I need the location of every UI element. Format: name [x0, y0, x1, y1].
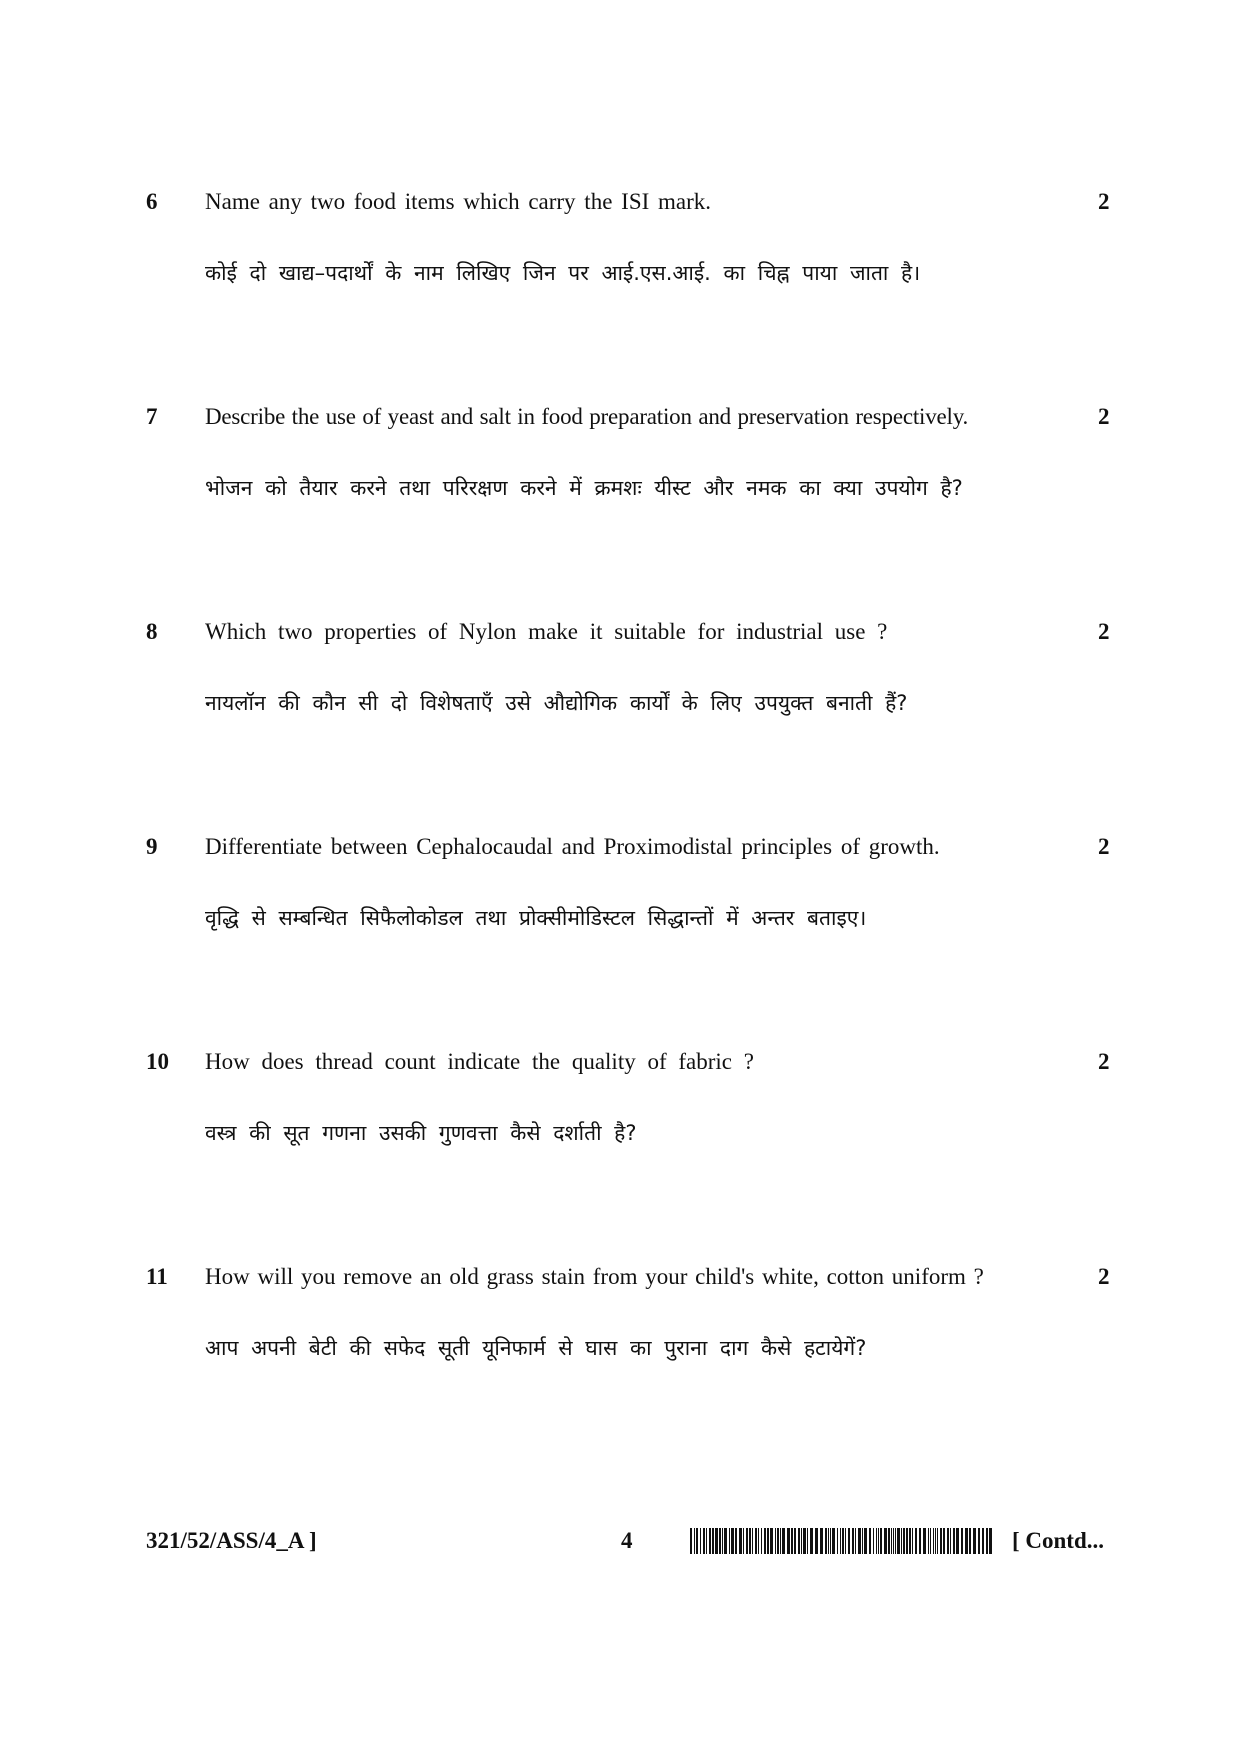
barcode-bar [909, 1528, 911, 1554]
barcode-bar [764, 1528, 766, 1554]
question-number: 11 [146, 1264, 168, 1289]
question-11 [0, 1263, 1241, 1383]
barcode-bar [709, 1528, 711, 1554]
barcode-bar [787, 1528, 790, 1554]
question-text-english: Describe the use of yeast and salt in food preparation and preservation respectively. [205, 404, 969, 429]
barcode-bar [930, 1528, 931, 1554]
barcode-bar [869, 1528, 871, 1554]
barcode-bar [943, 1528, 945, 1554]
question-text-english: How does thread count indicate the quality of fabric ? [205, 1049, 754, 1074]
question-marks: 2 [1098, 834, 1110, 859]
barcode-bar [919, 1528, 921, 1554]
question-number: 10 [146, 1049, 169, 1074]
barcode-bar [947, 1528, 949, 1554]
question-text-hindi: नायलॉन की कौन सी दो विशेषताएँ उसे औद्योगिक कार्यों के लिए उपयुक्त बनाती हैं? [205, 691, 908, 715]
barcode-bar [858, 1528, 861, 1554]
barcode-bar [937, 1528, 938, 1554]
question-text-hindi: वृद्धि से सम्बन्धित सिफैलोकोडल तथा प्रोक्सीमोडिस्टल सिद्धान्तों में अन्तर बताइए। [205, 906, 867, 930]
barcode-bar [810, 1528, 813, 1554]
barcode-bar [965, 1528, 968, 1554]
barcode-bar [712, 1528, 714, 1554]
barcode-bar [722, 1528, 723, 1554]
question-marks: 2 [1098, 1264, 1110, 1289]
barcode-bar [888, 1528, 890, 1554]
barcode-bar [735, 1528, 737, 1554]
question-text-hindi: भोजन को तैयार करने तथा परिरक्षण करने में क्रमशः यीस्ट और नमक का क्या उपयोग है? [205, 476, 963, 500]
barcode-bar [770, 1528, 773, 1554]
barcode-bar [775, 1528, 776, 1554]
barcode-bar [825, 1528, 827, 1554]
barcode-bar [848, 1528, 850, 1554]
barcode-bar [923, 1528, 926, 1554]
barcode-bar [794, 1528, 796, 1554]
barcode-bar [895, 1528, 896, 1554]
barcode-bar [845, 1528, 846, 1554]
barcode-bar [743, 1528, 744, 1554]
barcode-bar [731, 1528, 734, 1554]
barcode-bar [862, 1528, 863, 1554]
barcode-bar [777, 1528, 779, 1554]
barcode-bar [912, 1528, 913, 1554]
question-marks: 2 [1098, 1049, 1110, 1074]
barcode-bar [807, 1528, 808, 1554]
question-text-english: Differentiate between Cephalocaudal and Proximodistal principles of growth. [205, 834, 940, 859]
barcode-bar [791, 1528, 793, 1554]
barcode-bar [961, 1528, 963, 1554]
question-number: 6 [146, 189, 158, 214]
barcode-icon [690, 1528, 993, 1554]
barcode-bar [903, 1528, 905, 1554]
barcode-bar [873, 1528, 874, 1554]
barcode-bar [880, 1528, 882, 1554]
barcode-bar [755, 1528, 757, 1554]
question-text-hindi: कोई दो खाद्य–पदार्थों के नाम लिखिए जिन पर आई.एस.आई. का चिह्न पाया जाता है। [205, 261, 921, 285]
barcode-bar [982, 1528, 984, 1554]
question-number: 7 [146, 404, 158, 429]
barcode-bar [706, 1528, 707, 1554]
barcode-bar [973, 1528, 976, 1554]
barcode-bar [935, 1528, 936, 1554]
question-number: 8 [146, 619, 158, 644]
barcode-bar [828, 1528, 829, 1554]
barcode-bar [940, 1528, 942, 1554]
barcode-bar [906, 1528, 908, 1554]
page-footer [0, 1526, 1241, 1560]
question-marks: 2 [1098, 404, 1110, 429]
barcode-bar [815, 1528, 818, 1554]
barcode-bar [928, 1528, 929, 1554]
barcode-bar [840, 1528, 841, 1554]
barcode-bar [969, 1528, 971, 1554]
barcode-bar [798, 1528, 800, 1554]
barcode-bar [801, 1528, 802, 1554]
barcode-bar [893, 1528, 894, 1554]
barcode-bar [842, 1528, 844, 1554]
barcode-bar [978, 1528, 980, 1554]
barcode-bar [690, 1528, 692, 1554]
barcode-bar [719, 1528, 721, 1554]
barcode-bar [767, 1528, 769, 1554]
barcode-bar [724, 1528, 727, 1554]
continued-label: [ Contd... [1012, 1528, 1105, 1553]
barcode-bar [752, 1528, 753, 1554]
barcode-bar [956, 1528, 959, 1554]
barcode-bar [852, 1528, 854, 1554]
paper-code: 321/52/ASS/4_A ] [146, 1528, 317, 1553]
barcode-bar [758, 1528, 759, 1554]
barcode-bar [696, 1528, 698, 1554]
barcode-bar [986, 1528, 988, 1554]
barcode-bar [803, 1528, 806, 1554]
barcode-bar [864, 1528, 867, 1554]
question-text-english: Name any two food items which carry the ISI mark. [205, 189, 712, 214]
barcode-bar [989, 1528, 992, 1554]
barcode-bar [715, 1528, 718, 1554]
barcode-bar [746, 1528, 748, 1554]
barcode-bar [953, 1528, 955, 1554]
barcode-bar [749, 1528, 751, 1554]
question-6 [0, 188, 1241, 308]
barcode-bar [901, 1528, 902, 1554]
barcode-bar [950, 1528, 951, 1554]
question-7 [0, 403, 1241, 523]
barcode-bar [891, 1528, 892, 1554]
question-text-english: How will you remove an old grass stain from your child's white, cotton uniform ? [205, 1264, 984, 1289]
question-text-english: Which two properties of Nylon make it suitable for industrial use ? [205, 619, 888, 644]
barcode-bar [780, 1528, 781, 1554]
question-marks: 2 [1098, 619, 1110, 644]
barcode-bar [876, 1528, 877, 1554]
barcode-bar [832, 1528, 835, 1554]
question-9 [0, 833, 1241, 953]
barcode-bar [855, 1528, 856, 1554]
barcode-bar [915, 1528, 917, 1554]
barcode-bar [933, 1528, 934, 1554]
barcode-bar [897, 1528, 900, 1554]
barcode-bar [830, 1528, 831, 1554]
question-text-hindi: आप अपनी बेटी की सफेद सूती यूनिफार्म से घास का पुराना दाग कैसे हटायेगें? [205, 1336, 867, 1360]
question-text-hindi: वस्त्र की सूत गणना उसकी गुणवत्ता कैसे दर्शाती है? [205, 1121, 637, 1145]
barcode-bar [837, 1528, 838, 1554]
page-number: 4 [621, 1528, 633, 1553]
barcode-bar [700, 1528, 701, 1554]
barcode-bar [820, 1528, 823, 1554]
question-marks: 2 [1098, 189, 1110, 214]
question-number: 9 [146, 834, 158, 859]
question-10 [0, 1048, 1241, 1168]
barcode-bar [729, 1528, 730, 1554]
barcode-bar [694, 1528, 695, 1554]
barcode-bar [782, 1528, 785, 1554]
barcode-bar [703, 1528, 705, 1554]
barcode-bar [761, 1528, 762, 1554]
question-8 [0, 618, 1241, 738]
barcode-bar [884, 1528, 887, 1554]
barcode-bar [739, 1528, 742, 1554]
barcode-bar [878, 1528, 879, 1554]
